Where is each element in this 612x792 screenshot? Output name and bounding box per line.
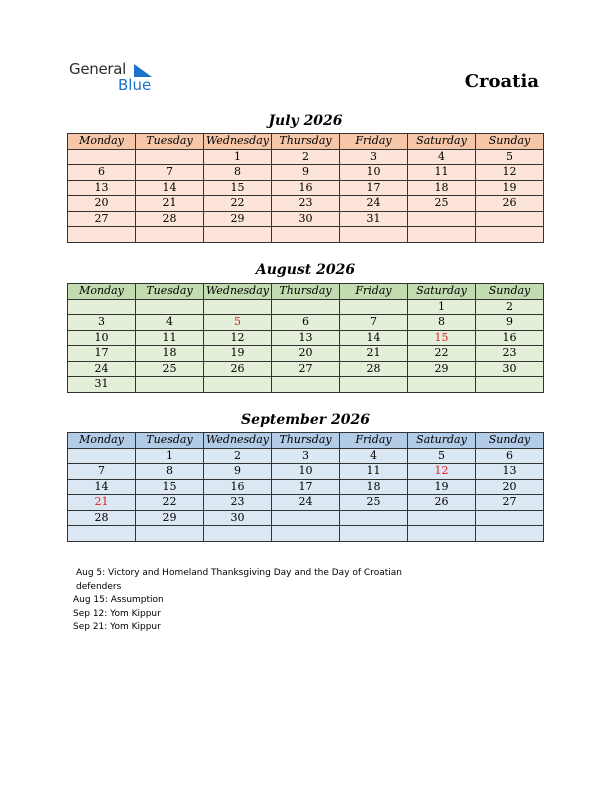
day-cell: 15 [408,330,476,346]
day-cell [272,227,340,243]
weekday-header: Friday [340,134,408,150]
day-cell: 6 [272,315,340,331]
day-cell: 27 [68,211,136,227]
day-cell [272,510,340,526]
day-cell: 2 [476,299,544,315]
day-cell [476,227,544,243]
day-cell: 29 [408,361,476,377]
weekday-header: Thursday [272,433,340,449]
day-cell: 14 [68,479,136,495]
note-item: Sep 12: Yom Kippur [73,608,161,619]
day-cell [68,526,136,542]
day-cell: 28 [136,211,204,227]
day-cell: 1 [408,299,476,315]
day-cell [408,526,476,542]
day-cell [204,227,272,243]
weekday-header: Wednesday [204,134,272,150]
day-cell: 28 [340,361,408,377]
day-cell: 10 [272,464,340,480]
holiday-notes [73,567,433,635]
week-row [68,149,544,165]
day-cell [476,377,544,393]
day-cell: 4 [408,149,476,165]
week-row [68,526,544,542]
day-cell: 2 [272,149,340,165]
day-cell [68,299,136,315]
day-cell: 23 [204,495,272,511]
day-cell: 3 [68,315,136,331]
day-cell: 7 [136,165,204,181]
day-cell [68,149,136,165]
day-cell: 28 [68,510,136,526]
day-cell: 31 [68,377,136,393]
day-cell [136,299,204,315]
week-row [68,361,544,377]
day-cell [272,526,340,542]
day-cell: 9 [476,315,544,331]
week-row [68,211,544,227]
day-cell: 8 [408,315,476,331]
day-cell [204,526,272,542]
day-cell: 19 [476,180,544,196]
weekday-header: Saturday [408,134,476,150]
day-cell [136,377,204,393]
weekday-header: Saturday [408,433,476,449]
day-cell [68,448,136,464]
weekday-header-row [68,433,544,449]
logo-text-blue: Blue [118,76,152,94]
weekday-header: Monday [68,433,136,449]
day-cell: 30 [204,510,272,526]
day-cell: 12 [204,330,272,346]
day-cell: 14 [340,330,408,346]
day-cell: 21 [68,495,136,511]
week-row [68,165,544,181]
day-cell: 16 [204,479,272,495]
day-cell: 21 [340,346,408,362]
day-cell: 1 [204,149,272,165]
day-cell: 5 [204,315,272,331]
day-cell: 8 [204,165,272,181]
day-cell: 27 [476,495,544,511]
day-cell: 7 [68,464,136,480]
month-title-august: August 2026 [255,262,356,278]
week-row [68,346,544,362]
day-cell [272,377,340,393]
day-cell: 7 [340,315,408,331]
day-cell: 27 [272,361,340,377]
day-cell: 26 [408,495,476,511]
week-row [68,479,544,495]
day-cell: 15 [204,180,272,196]
note-item: Aug 5: Victory and Homeland Thanksgiving Day and the Day of Croatian defenders [76,568,402,592]
day-cell: 25 [408,196,476,212]
day-cell [204,377,272,393]
weekday-header: Tuesday [136,134,204,150]
weekday-header: Saturday [408,284,476,300]
day-cell: 30 [272,211,340,227]
week-row [68,180,544,196]
calendar-september [67,432,544,542]
day-cell [68,227,136,243]
day-cell: 6 [476,448,544,464]
country-title: Croatia [464,71,539,92]
day-cell: 1 [136,448,204,464]
day-cell: 24 [68,361,136,377]
day-cell: 17 [340,180,408,196]
day-cell: 15 [136,479,204,495]
day-cell: 20 [68,196,136,212]
weekday-header-row [68,284,544,300]
day-cell: 9 [272,165,340,181]
day-cell: 9 [204,464,272,480]
day-cell: 25 [340,495,408,511]
day-cell [136,227,204,243]
day-cell [136,526,204,542]
day-cell: 13 [272,330,340,346]
day-cell: 29 [136,510,204,526]
day-cell [340,227,408,243]
calendar-august [67,283,544,393]
weekday-header: Tuesday [136,284,204,300]
day-cell: 20 [476,479,544,495]
day-cell: 6 [68,165,136,181]
day-cell: 13 [68,180,136,196]
day-cell [476,510,544,526]
day-cell: 30 [476,361,544,377]
day-cell: 21 [136,196,204,212]
week-row [68,330,544,346]
weekday-header: Monday [68,284,136,300]
day-cell: 22 [136,495,204,511]
day-cell: 18 [408,180,476,196]
logo-text-general: General [69,60,127,78]
day-cell: 17 [272,479,340,495]
day-cell: 29 [204,211,272,227]
week-row [68,448,544,464]
day-cell: 2 [204,448,272,464]
day-cell: 26 [204,361,272,377]
day-cell: 10 [68,330,136,346]
weekday-header: Wednesday [204,284,272,300]
day-cell: 11 [136,330,204,346]
week-row [68,227,544,243]
day-cell: 16 [272,180,340,196]
day-cell: 25 [136,361,204,377]
calendar-july [67,133,544,243]
day-cell [340,299,408,315]
weekday-header: Sunday [476,134,544,150]
week-row [68,196,544,212]
day-cell: 4 [136,315,204,331]
week-row [68,315,544,331]
day-cell: 11 [340,464,408,480]
day-cell: 26 [476,196,544,212]
day-cell: 12 [408,464,476,480]
day-cell: 24 [272,495,340,511]
week-row [68,464,544,480]
weekday-header: Sunday [476,433,544,449]
week-row [68,510,544,526]
day-cell [340,526,408,542]
day-cell: 17 [68,346,136,362]
day-cell [408,510,476,526]
day-cell: 20 [272,346,340,362]
day-cell: 18 [340,479,408,495]
day-cell [476,526,544,542]
note-item: Sep 21: Yom Kippur [73,622,161,633]
day-cell: 3 [340,149,408,165]
day-cell [408,227,476,243]
month-title-july: July 2026 [268,113,343,129]
week-row [68,299,544,315]
day-cell [204,299,272,315]
day-cell: 19 [204,346,272,362]
day-cell: 22 [204,196,272,212]
weekday-header: Tuesday [136,433,204,449]
weekday-header-row [68,134,544,150]
day-cell [136,149,204,165]
day-cell: 23 [272,196,340,212]
day-cell: 11 [408,165,476,181]
day-cell [340,377,408,393]
day-cell: 12 [476,165,544,181]
weekday-header: Friday [340,284,408,300]
day-cell: 5 [408,448,476,464]
day-cell: 3 [272,448,340,464]
day-cell [408,211,476,227]
day-cell: 4 [340,448,408,464]
day-cell: 19 [408,479,476,495]
day-cell: 22 [408,346,476,362]
day-cell: 14 [136,180,204,196]
day-cell: 16 [476,330,544,346]
week-row [68,495,544,511]
weekday-header: Sunday [476,284,544,300]
week-row [68,377,544,393]
weekday-header: Thursday [272,284,340,300]
day-cell: 23 [476,346,544,362]
day-cell [272,299,340,315]
day-cell: 10 [340,165,408,181]
day-cell: 24 [340,196,408,212]
day-cell: 13 [476,464,544,480]
day-cell [340,510,408,526]
month-title-september: September 2026 [241,412,370,428]
weekday-header: Friday [340,433,408,449]
weekday-header: Monday [68,134,136,150]
day-cell: 8 [136,464,204,480]
day-cell: 31 [340,211,408,227]
day-cell [476,211,544,227]
day-cell: 5 [476,149,544,165]
day-cell [408,377,476,393]
weekday-header: Thursday [272,134,340,150]
weekday-header: Wednesday [204,433,272,449]
logo [69,60,169,96]
note-item: Aug 15: Assumption [73,595,164,606]
day-cell: 18 [136,346,204,362]
